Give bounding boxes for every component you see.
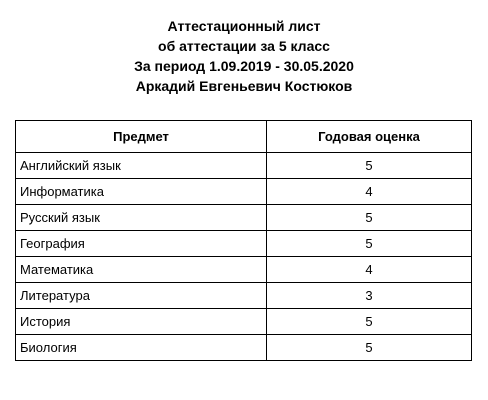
document-period: За период 1.09.2019 - 30.05.2020 (134, 58, 354, 74)
table-row (16, 153, 472, 179)
column-header-subject: Предмет (16, 121, 267, 153)
table-row (16, 335, 472, 361)
subject-cell: Информатика (16, 179, 267, 205)
table-row (16, 309, 472, 335)
table-row (16, 231, 472, 257)
table-row (16, 257, 472, 283)
column-header-grade: Годовая оценка (267, 121, 472, 153)
subject-cell: География (16, 231, 267, 257)
document-subtitle: об аттестации за 5 класс (158, 38, 330, 54)
table-row (16, 179, 472, 205)
grades-table (15, 120, 472, 361)
grade-cell: 5 (267, 231, 472, 257)
grade-cell: 5 (267, 309, 472, 335)
subject-cell: История (16, 309, 267, 335)
document-header (0, 16, 488, 96)
grade-cell: 5 (267, 335, 472, 361)
table-row (16, 205, 472, 231)
subject-cell: Биология (16, 335, 267, 361)
grade-cell: 4 (267, 257, 472, 283)
grade-cell: 3 (267, 283, 472, 309)
subject-cell: Литература (16, 283, 267, 309)
subject-cell: Математика (16, 257, 267, 283)
table-row (16, 283, 472, 309)
student-name: Аркадий Евгеньевич Костюков (135, 78, 353, 94)
document-title: Аттестационный лист (167, 18, 321, 34)
subject-cell: Русский язык (16, 205, 267, 231)
grade-cell: 4 (267, 179, 472, 205)
table-header-row (16, 121, 472, 153)
subject-cell: Английский язык (16, 153, 267, 179)
grade-cell: 5 (267, 205, 472, 231)
grade-cell: 5 (267, 153, 472, 179)
